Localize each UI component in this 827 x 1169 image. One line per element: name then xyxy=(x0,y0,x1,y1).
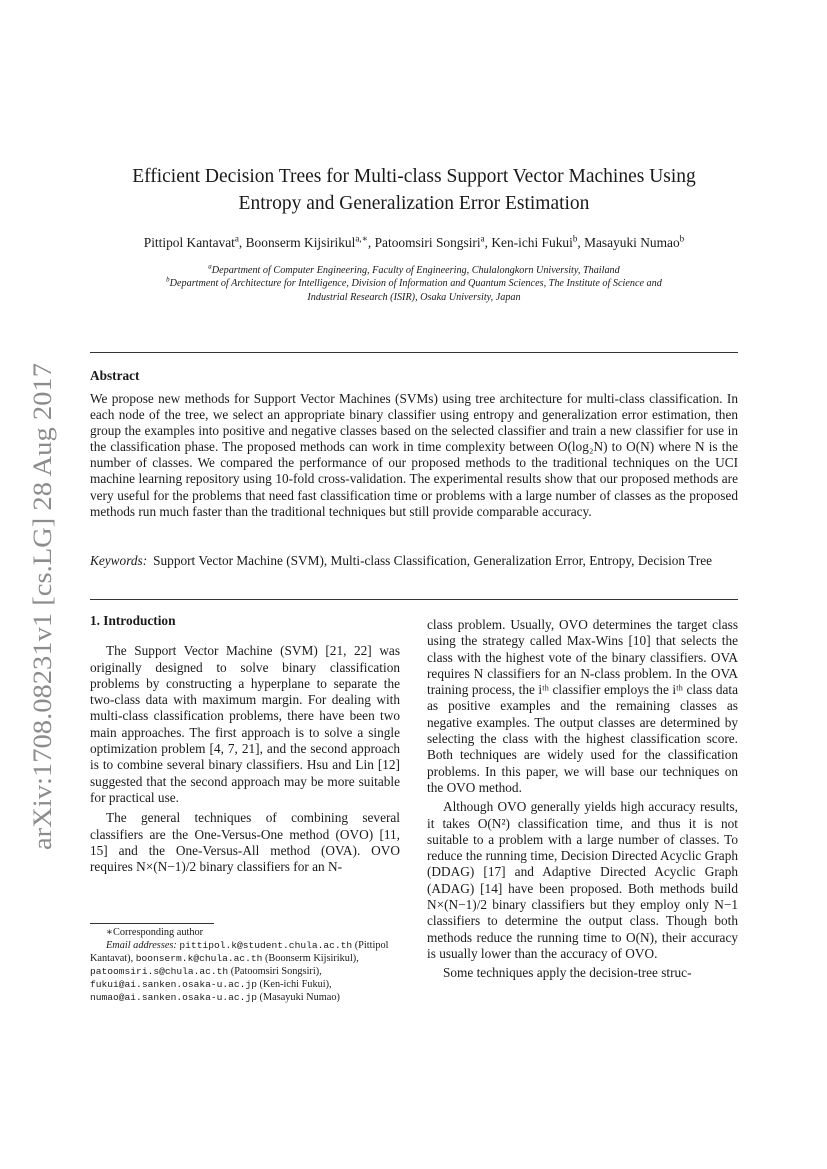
corresponding-author-note: ∗Corresponding author xyxy=(106,927,204,938)
email-owner: (Pittipol Kantavat), xyxy=(90,939,389,964)
email-link[interactable]: boonserm.k@chula.ac.th xyxy=(135,952,263,964)
author: Masayuki Numao$^b$ xyxy=(584,233,685,250)
left-column xyxy=(90,613,400,879)
paragraph: Although OVO generally yields high accuracy results, it takes O(N²) classification time, and thus it is not suitable to a problem with a large number of classes. To reduce the running time, Decision Directed Acyclic Graph (DDAG) [17] and Adaptive Directed Acyclic Graph (ADAG) [14] have been proposed. Both methods build N×(N−1)/2 binary classifiers but they employ only N−1 classifiers to determine the output class. Though both methods reduce the running time to O(N), their accuracy is usually lower than the accuracy of OVO. xyxy=(427,799,738,961)
author-list xyxy=(90,234,738,252)
email-owner: (Ken-ichi Fukui), xyxy=(259,978,332,990)
email-owner: (Patoomsiri Songsiri), xyxy=(230,965,322,977)
emails-label: Email addresses: xyxy=(106,939,177,951)
paper-title xyxy=(90,163,738,217)
abstract-text: We propose new methods for Support Vector Machines (SVMs) using tree architecture for multi-class classification. In each node of the tree, we select an appropriate binary classifier using entropy and generalization error estimation, then group the examples into positive and negative classes based on the selected classifier and train a new classifier for use in the classification phase. The proposed methods can work in time complexity between O(log₂N) to O(N) where N is the number of classes. We compared the performance of our proposed methods to the traditional techniques on the UCI machine learning repository using 10-fold cross-validation. The experimental results show that our proposed methods are very useful for the problems that need fast classification time or problems with a large number of classes as the proposed methods run much faster than the traditional techniques but still provide comparable accuracy. xyxy=(90,391,738,519)
abstract-bottom-rule xyxy=(90,599,738,600)
keywords xyxy=(90,553,738,569)
section-heading: 1. Introduction xyxy=(90,613,176,628)
title-line-1: Efficient Decision Trees for Multi-class Support Vector Machines Using xyxy=(132,166,696,187)
paragraph: The general techniques of combining several classifiers are the One-Versus-One method (OVO) [11, 15] and the One-Versus-All method (OVA). OVO requires N×(N−1)/2 binary classifiers for an N- xyxy=(90,810,400,875)
arxiv-id: arXiv:1708.08231v1 [cs.LG] 28 Aug 2017 xyxy=(27,398,57,850)
keywords-text: Support Vector Machine (SVM), Multi-class Classification, Generalization Error, Entropy, Decision Tree xyxy=(153,553,713,568)
email-link[interactable]: fukui@ai.sanken.osaka-u.ac.jp xyxy=(90,978,257,990)
affiliations xyxy=(90,264,738,304)
author: Pittipol Kantavat$^a$, xyxy=(143,233,246,250)
affiliation-b: $^b$Department of Architecture for Intelligence, Division of Information and Quantum Sciences, The Institute of Science and xyxy=(166,277,662,290)
abstract-heading: Abstract xyxy=(90,368,140,383)
footnote xyxy=(90,927,400,1004)
email-link[interactable]: pittipol.k@student.chula.ac.th xyxy=(179,939,353,951)
affiliation-b-cont: Industrial Research (ISIR), Osaka University, Japan xyxy=(307,291,521,303)
email-owner: (Masayuki Numao) xyxy=(259,991,340,1003)
right-column xyxy=(427,617,738,985)
affiliation-a: $^a$Department of Computer Engineering, Faculty of Engineering, Chulalongkorn University, Thailand xyxy=(208,263,620,276)
footnote-rule xyxy=(90,923,214,924)
email-addresses xyxy=(90,940,400,1005)
abstract-top-rule xyxy=(90,352,738,353)
email-link[interactable]: numao@ai.sanken.osaka-u.ac.jp xyxy=(90,991,257,1003)
paragraph: Some techniques apply the decision-tree struc- xyxy=(443,965,692,981)
email-owner: (Boonserm Kijsirikul), xyxy=(265,952,359,964)
paragraph: class problem. Usually, OVO determines the target class using the strategy called Max-Wins [10] that selects the class with the highest vote of the binary classifiers. OVA requires N classifiers for an N-class problem. In the OVA training process, the iᵗʰ classifier employs the iᵗʰ class data as positive examples and the remaining classes as negative examples. The output classes are determined by selecting the class with the highest classification score. Both techniques are widely used for the classification problems. In this paper, we will base our techniques on the OVO method. xyxy=(427,617,738,795)
author: Boonserm Kijsirikul$^{a,∗}$, xyxy=(245,233,375,250)
paragraph: The Support Vector Machine (SVM) [21, 22] was originally designed to solve binary classification problems by constructing a hyperplane to separate the two-class data with maximum margin. For dealing with multi-class classification problems, there have been two main approaches. The first approach is to solve a single optimization problem [4, 7, 21], and the second approach is to combine several binary classifiers. Hsu and Lin [12] suggested that the second approach may be more suitable for practical use. xyxy=(90,643,400,805)
email-link[interactable]: patoomsiri.s@chula.ac.th xyxy=(90,965,229,977)
author: Patoomsiri Songsiri$^a$, xyxy=(374,233,492,250)
title-line-2: Entropy and Generalization Error Estimation xyxy=(238,193,590,214)
keywords-label: Keywords: xyxy=(90,553,148,568)
arxiv-stamp xyxy=(20,360,60,860)
author: Ken-ichi Fukui$^b$, xyxy=(491,233,585,250)
